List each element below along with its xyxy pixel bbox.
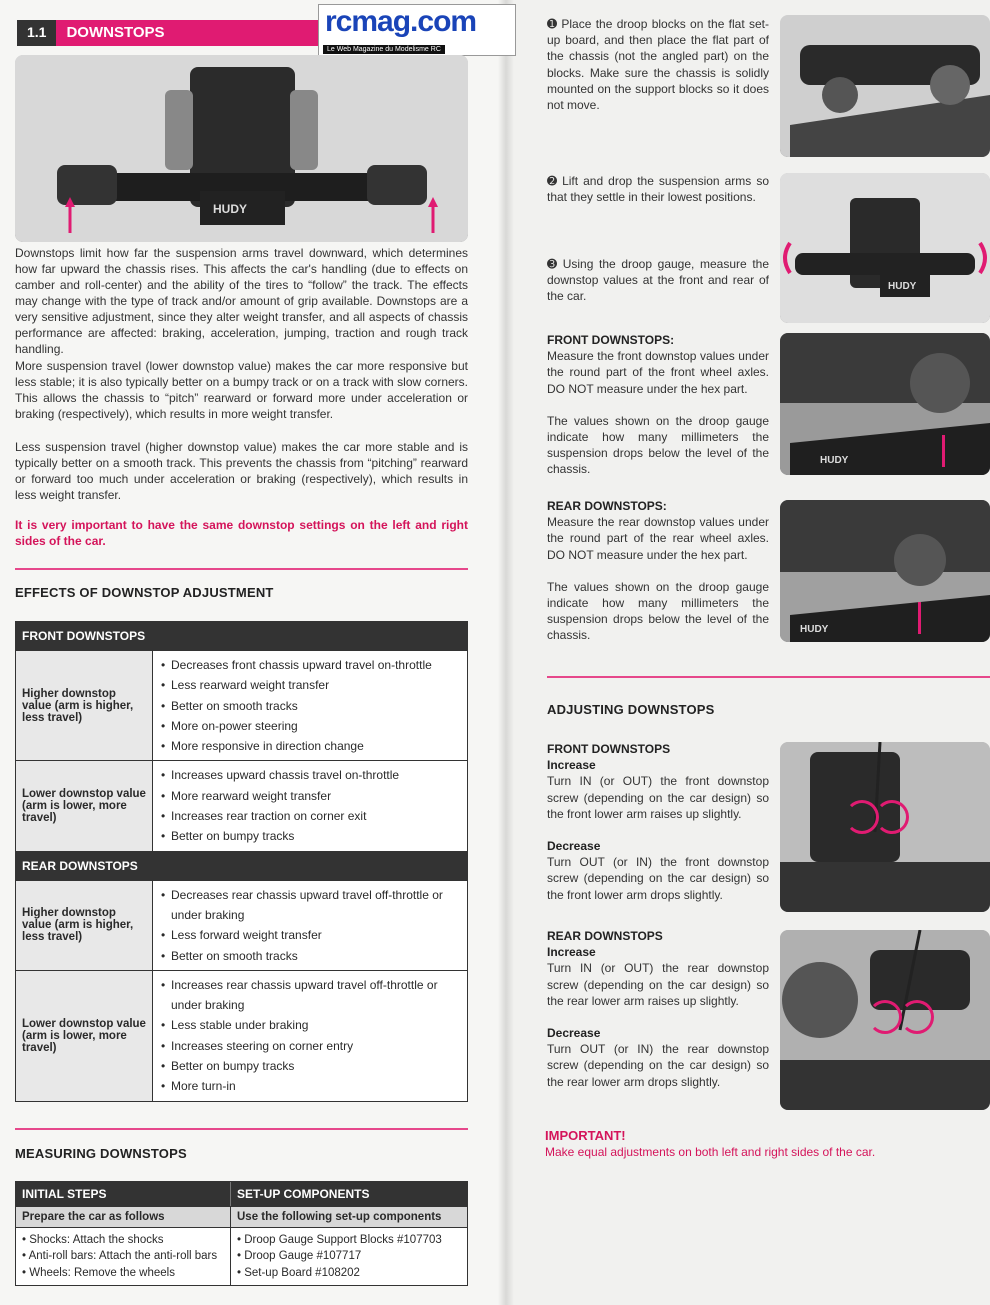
- hudy-mark-top: HUDY: [213, 202, 248, 216]
- list-item: • Increases steering on corner entry: [159, 1036, 461, 1056]
- table-row: [16, 880, 467, 970]
- front-measure-block: [547, 332, 769, 478]
- list-item: • Shocks: Attach the shocks: [22, 1234, 164, 1246]
- front-lower-label: Lower downstop value (arm is lower, more travel): [16, 761, 153, 850]
- divider: [15, 1128, 468, 1130]
- rear-adjust-photo: [780, 930, 990, 1110]
- list-item: • Decreases rear chassis upward travel off-throttle or under braking: [159, 885, 461, 926]
- important-block: [545, 1128, 975, 1159]
- divider: [15, 568, 468, 570]
- hudy-mark-front-gauge: HUDY: [820, 455, 849, 466]
- list-item: • Decreases front chassis upward travel on-throttle: [159, 655, 461, 675]
- initial-steps-sub: Prepare the car as follows: [16, 1206, 231, 1227]
- intro-paragraph-1: Downstops limit how far the suspension arms travel downward, which determines how far upward the chassis rises. This affects the car's handling (due to effects on camber and roll-center) and the ability of the tires to “follow” the track. The effects may change with the type of track and/or amount of grip available. Downstops are a very sensitive adjustment, since they alter weight transfer, and all aspects of chassis performance are affected: braking, acceleration, jumping, traction and rough track handling.: [15, 246, 468, 356]
- rotate-arrow-icon: [875, 800, 909, 834]
- front-downstops-header: FRONT DOWNSTOPS: [16, 622, 467, 650]
- step-2-text: ➋ Lift and drop the suspension arms so that they settle in their lowest positions.: [547, 174, 769, 205]
- list-item: • Better on bumpy tracks: [159, 826, 461, 846]
- list-item: • Less stable under braking: [159, 1015, 461, 1035]
- rear-measure-p2: The values shown on the droop gauge indicate how many millimeters the suspension drops below the level of the chassis.: [547, 579, 769, 643]
- front-adjust-photo: [780, 742, 990, 912]
- rear-adjust-title: REAR DOWNSTOPS: [547, 929, 663, 943]
- setup-board-illustration: [780, 15, 990, 157]
- rear-measure-p1: Measure the rear downstop values under the round part of the rear wheel axles. DO NOT measure under the hex part.: [547, 515, 769, 562]
- list-item: • Better on smooth tracks: [159, 696, 461, 716]
- rear-gauge-illustration: [780, 500, 990, 642]
- list-item: • More turn-in: [159, 1076, 461, 1096]
- chassis-photo: [15, 55, 468, 242]
- rear-downstops-header: REAR DOWNSTOPS: [16, 851, 467, 880]
- measuring-heading: MEASURING DOWNSTOPS: [15, 1146, 187, 1161]
- rear-increase-label: Increase: [547, 945, 596, 960]
- list-item: • Anti-roll bars: Attach the anti-roll bars: [22, 1250, 218, 1263]
- front-lower-list: [153, 761, 467, 850]
- rear-measure-block: [547, 498, 769, 644]
- step-1-text: ➊ Place the droop blocks on the flat set-up board, and then place the flat part of the chassis (not the angled part) on the blocks. Make sure the chassis is solidly mounted on the support blocks so it does not move.: [547, 17, 769, 113]
- rear-lower-list: [153, 971, 467, 1101]
- rear-higher-label: Higher downstop value (arm is higher, less travel): [16, 881, 153, 970]
- setup-board-photo: [780, 15, 990, 157]
- initial-steps-header: INITIAL STEPS: [16, 1182, 231, 1206]
- front-measure-title: FRONT DOWNSTOPS:: [547, 333, 675, 347]
- section-number: 1.1: [17, 20, 56, 46]
- list-item: • Droop Gauge #107717: [237, 1250, 362, 1263]
- list-item: • Increases rear chassis upward travel off-throttle or under braking: [159, 975, 461, 1016]
- front-measure-p1: Measure the front downstop values under the round part of the front wheel axles. DO NOT measure under the hex part.: [547, 349, 769, 396]
- logo-name: rcmag.com: [325, 5, 477, 38]
- rear-gauge-photo: [780, 500, 990, 642]
- front-increase-text: Turn IN (or OUT) the front downstop screw (depending on the car design) so the front lower arm raises up slightly.: [547, 774, 769, 821]
- rotate-arrow-icon: [845, 800, 879, 834]
- list-item: • Increases upward chassis travel on-throttle: [159, 765, 461, 785]
- droop-photo: [780, 173, 990, 323]
- rcmag-logo[interactable]: [318, 4, 516, 56]
- measure-arrow: [918, 602, 921, 634]
- hudy-mark-rear-gauge: HUDY: [800, 624, 829, 635]
- chassis-illustration: [15, 55, 468, 242]
- rear-decrease-text: Turn OUT (or IN) the rear downstop screw (depending on the car design) so the rear lower arm drops slightly.: [547, 1042, 769, 1089]
- important-text: Make equal adjustments on both left and right sides of the car.: [545, 1145, 876, 1159]
- list-item: • More rearward weight transfer: [159, 786, 461, 806]
- front-decrease-label: Decrease: [547, 839, 601, 854]
- front-measure-p2: The values shown on the droop gauge indicate how many millimeters the suspension drops below the level of the chassis.: [547, 413, 769, 477]
- effects-table: [15, 621, 468, 1102]
- table-row: [16, 760, 467, 850]
- list-item: • Wheels: Remove the wheels: [22, 1266, 175, 1279]
- front-gauge-illustration: [780, 333, 990, 475]
- front-adjust-block: [547, 741, 769, 903]
- rear-decrease-label: Decrease: [547, 1026, 601, 1041]
- list-item: • More responsive in direction change: [159, 736, 461, 756]
- rear-lower-label: Lower downstop value (arm is lower, more travel): [16, 971, 153, 1101]
- list-item: • Set-up Board #108202: [237, 1266, 360, 1279]
- intro-paragraph-2: More suspension travel (lower downstop value) makes the car more responsive but less stable; it is also typically better on a bumpy track or on a track with slow corners. This allows the chassis to “pitch” rearward or forward more under acceleration or braking (respectively), which results in more weight transfer.: [15, 359, 468, 421]
- list-item: • Droop Gauge Support Blocks #107703: [237, 1234, 442, 1246]
- page-gutter: [498, 0, 514, 1305]
- front-gauge-photo: [780, 333, 990, 475]
- setup-components-header: SET-UP COMPONENTS: [231, 1182, 467, 1206]
- initial-steps-list: [16, 1227, 231, 1285]
- logo-tagline: Le Web Magazine du Modelisme RC: [323, 45, 445, 54]
- setup-components-list: [231, 1227, 467, 1285]
- table-row: [16, 650, 467, 760]
- intro-paragraph-3: Less suspension travel (higher downstop value) makes the car more stable and is typically better on a smooth track. This prevents the chassis from “pitching” rearward or forward too much under acceleration or braking (respectively), which results in less weight transfer.: [15, 440, 468, 502]
- rear-measure-title: REAR DOWNSTOPS:: [547, 499, 667, 513]
- measure-arrow: [942, 435, 945, 467]
- front-adjust-title: FRONT DOWNSTOPS: [547, 742, 671, 756]
- list-item: • Less rearward weight transfer: [159, 675, 461, 695]
- hudy-mark-droop: HUDY: [888, 281, 917, 292]
- section-title: DOWNSTOPS: [56, 20, 467, 46]
- rear-adjust-block: [547, 928, 769, 1090]
- droop-illustration: [780, 173, 990, 323]
- measuring-table: [15, 1181, 468, 1286]
- important-title: IMPORTANT!: [545, 1128, 626, 1143]
- list-item: • Less forward weight transfer: [159, 925, 461, 945]
- rear-higher-list: [153, 881, 467, 970]
- rotate-arrow-icon: [868, 1000, 902, 1034]
- front-higher-list: [153, 651, 467, 760]
- divider: [547, 676, 990, 678]
- effects-heading: EFFECTS OF DOWNSTOP ADJUSTMENT: [15, 585, 274, 600]
- front-higher-label: Higher downstop value (arm is higher, less travel): [16, 651, 153, 760]
- adjusting-heading: ADJUSTING DOWNSTOPS: [547, 702, 715, 717]
- list-item: • Better on smooth tracks: [159, 946, 461, 966]
- rear-increase-text: Turn IN (or OUT) the rear downstop screw (depending on the car design) so the rear lower arm raises up slightly.: [547, 961, 769, 1008]
- front-decrease-text: Turn OUT (or IN) the front downstop screw (depending on the car design) so the front lower arm drops slightly.: [547, 855, 769, 902]
- list-item: • Better on bumpy tracks: [159, 1056, 461, 1076]
- table-row: [16, 970, 467, 1101]
- setup-components-sub: Use the following set-up components: [231, 1206, 467, 1227]
- rotate-arrow-icon: [900, 1000, 934, 1034]
- step-3-text: ➌ Using the droop gauge, measure the downstop values at the front and rear of the car.: [547, 257, 769, 304]
- front-increase-label: Increase: [547, 758, 596, 773]
- warning-text: It is very important to have the same downstop settings on the left and right sides of the car.: [15, 518, 468, 548]
- list-item: • Increases rear traction on corner exit: [159, 806, 461, 826]
- list-item: • More on-power steering: [159, 716, 461, 736]
